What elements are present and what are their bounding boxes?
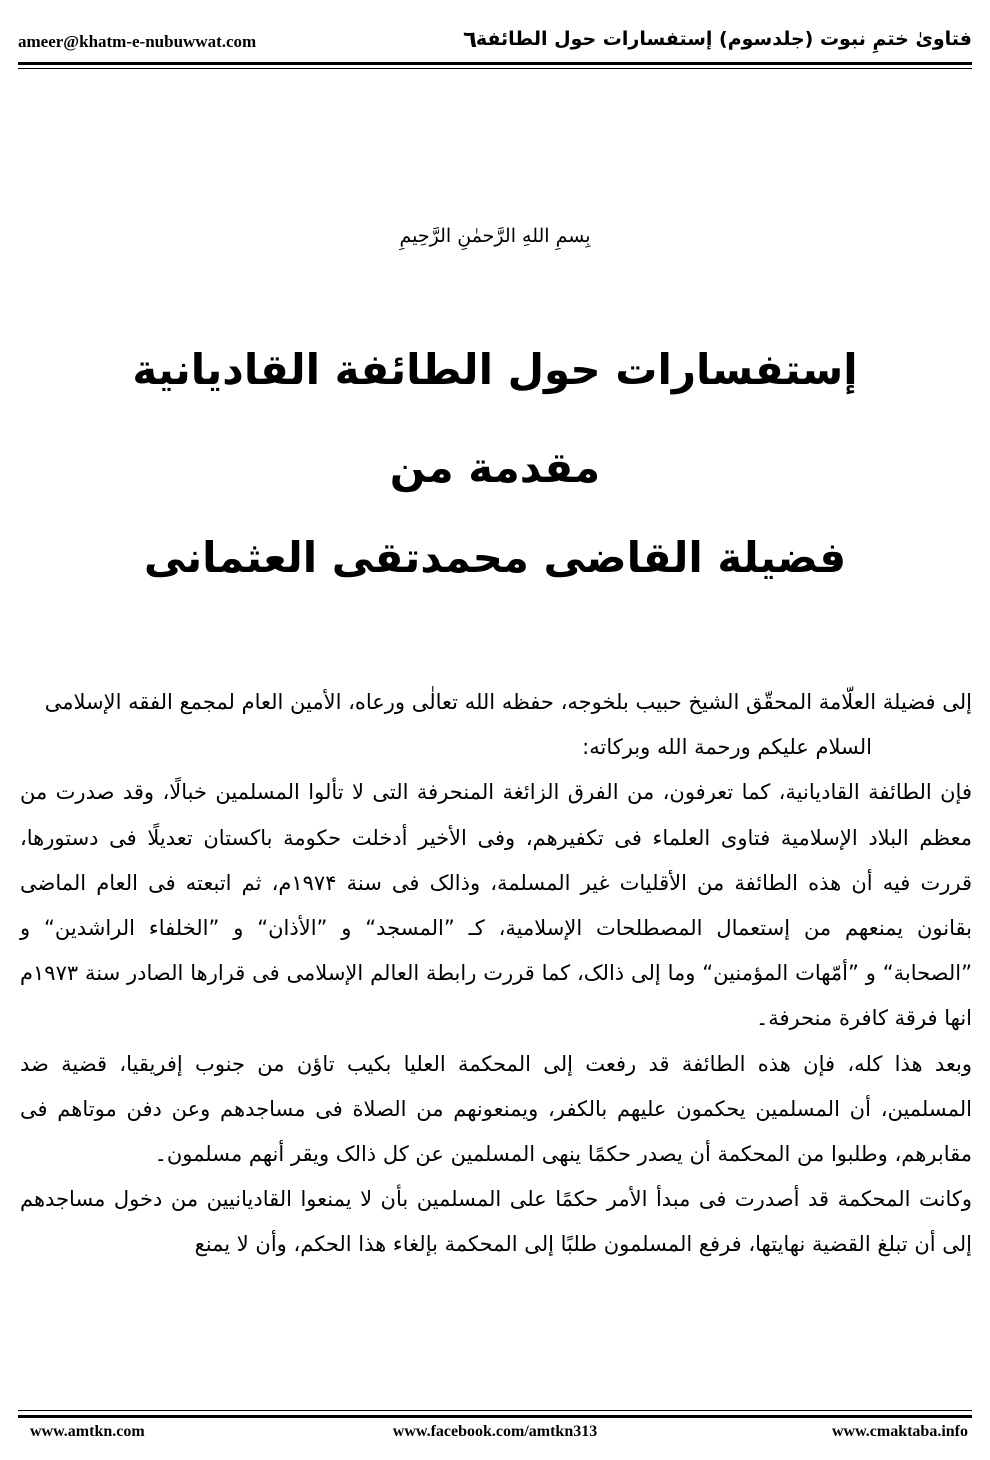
body-paragraph-3: وكانت المحكمة قد أصدرت فی مبدأ الأمر حكمًا علی المسلمين بأن لا يمنعوا القاديانيين من دخول مساجدهم إلی أن تبلغ القضية نهايتها، فرفع المسلمون طلبًا إلی المحكمة بإلغاء هذا الحكم، وأن لا يمنع xyxy=(20,1187,972,1257)
footer-link-cmaktaba[interactable]: www.cmaktaba.info xyxy=(831,1423,968,1440)
footer-rule-thin xyxy=(18,1410,972,1411)
footer-link-amtkn[interactable]: www.amtkn.com xyxy=(30,1423,145,1440)
header-email: ameer@khatm-e-nubuwwat.com xyxy=(18,32,257,51)
header-rule-thin xyxy=(18,68,972,69)
footer-rule-thick xyxy=(18,1415,972,1418)
document-title-line-3: فضيلة القاضی محمدتقی العثمانی xyxy=(143,533,847,582)
body-paragraph-2: وبعد هذا كله، فإن هذه الطائفة قد رفعت إلی المحكمة العليا بكيب تاؤن من جنوب إفريقيا، قضية ضد المسلمين، أن المسلمين يحكمون عليهم بالكفر، ويمنعونهم من الصلاة فی مساجدهم وعن دفن موتاهم فی مقابرهم، وطلبوا من المحكمة أن يصدر حكمًا ينهی المسلمين عن كل ذالک ويقر أنهم مسلمون۔ xyxy=(20,1051,972,1167)
header-title: فتاویٰ ختمِ نبوت (جلدسوم) إستفسارات حول الطائفة xyxy=(475,28,972,50)
page-footer xyxy=(18,1423,972,1445)
header-rule-thick xyxy=(18,62,972,65)
greeting-paragraph: السلام عليكم ورحمة الله وبركاته: xyxy=(582,735,872,760)
page-number: ٦ xyxy=(462,27,478,53)
salutation-paragraph: إلی فضيلة العلّامة المحقّق الشيخ حبيب بلخوجه، حفظه الله تعالٰی ورعاه، الأمين العام لمجمع الفقه الإسلامی xyxy=(44,690,972,714)
basmala: بِسمِ اللهِ الرَّحمٰنِ الرَّحِيمِ xyxy=(399,225,591,247)
body-paragraph-1: فإن الطائفة القاديانية، كما تعرفون، من الفرق الزائغة المنحرفة التی لا تألوا المسلمين خبالًا، وقد صدرت من معظم البلاد الإسلامية فتاوی العلماء فی تكفيرهم، وفی الأخير أدخلت حكومة باكستان تعديلًا فی دستورها، قررت فيه أن هذه الطائفة من الأقليات غير المسلمة، وذالک فی سنة ۱۹۷۴م، ثم اتبعته فی العام الماضی بقانون يمنعهم من إستعمال المصطلحات الإسلامية، کـ ”المسجد“ و ”الأذان“ و ”الخلفاء الراشدين“ و ”الصحابة“ و ”أمّهات المؤمنين“ وما إلی ذالک، كما قررت رابطة العالم الإسلامی فی قرارها الصادر سنة ۱۹۷۳م انها فرقة كافرة منحرفة۔ xyxy=(20,780,973,1031)
document-title-line-2: مقدمة من xyxy=(389,443,601,492)
letter-body xyxy=(20,680,972,1268)
footer-link-facebook[interactable]: www.facebook.com/amtkn313 xyxy=(392,1423,598,1440)
document-title-line-1: إستفسارات حول الطائفة القاديانية xyxy=(132,345,858,394)
page-header xyxy=(18,24,972,64)
